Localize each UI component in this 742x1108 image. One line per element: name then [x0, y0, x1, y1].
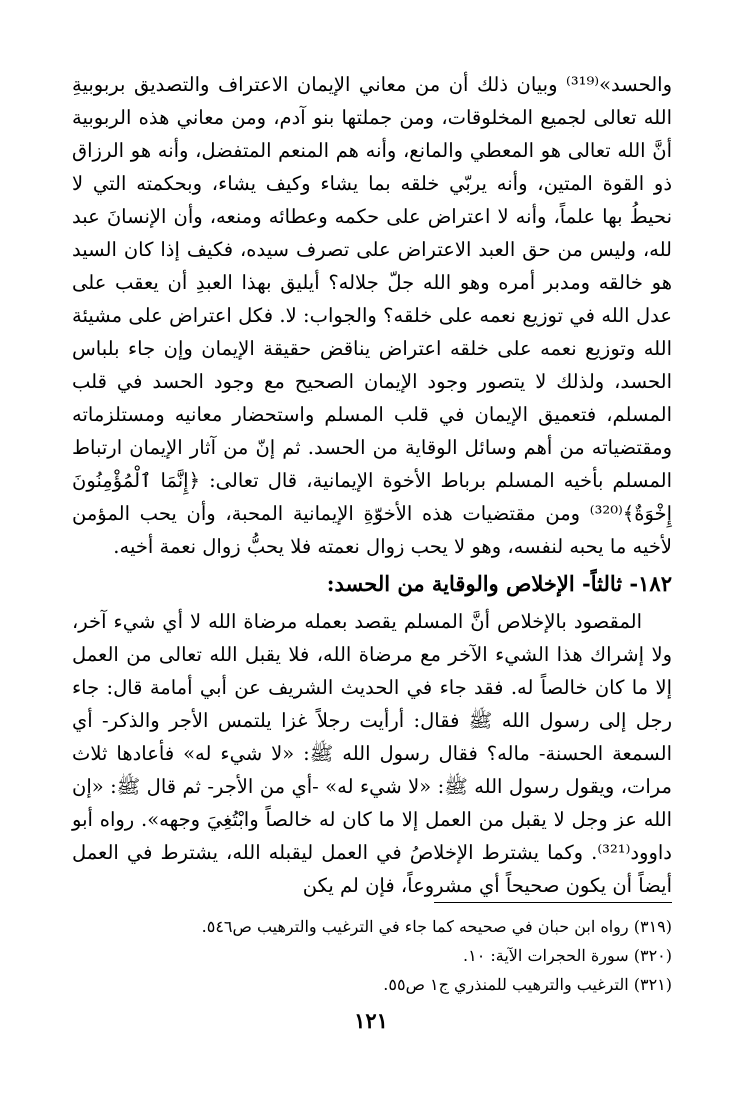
footnote-321: (٣٢١) الترغيب والترهيب للمنذري ج١ ص٥٥.: [383, 975, 672, 994]
page-number: ١٢١: [354, 1008, 388, 1033]
footnotes: [72, 912, 672, 999]
section-paragraph: المقصود بالإخلاص أنَّ المسلم يقصد بعمله مرضاة الله لا أي شيء آخر، ولا إشراك هذا الشيء الآخر مع مرضاة الله، فلا يقبل الله تعالى من العمل إلا ما كان خالصاً له. فقد جاء في الحديث الشريف عن أبي أمامة قال: جاء رجل إلى رسول الله ﷺ فقال: أرأيت رجلاً غزا يلتمس الأجر والذكر- أي السمعة الحسنة- ماله؟ فقال رسول الله ﷺ: «لا شيء له» فأعادها ثلاث مرات، ويقول رسول الله ﷺ: «لا شيء له» -أي من الأجر- ثم قال ﷺ: «إن الله عز وجل لا يقبل من العمل إلا ما كان له خالصاً وابْتُغِيَ وجهه». رواه أبو داوود⁽³²¹⁾. وكما يشترط الإخلاصُ في العمل ليقبله الله، يشترط في العمل أيضاً أن يكون صحيحاً أي مشروعاً، فإن لم يكن: [72, 610, 672, 897]
body-paragraph: والحسد»⁽³¹⁹⁾ وبيان ذلك أن من معاني الإيمان الاعتراف والتصديق بربوبيةِ الله تعالى لجميع المخلوقات، ومن جملتها بنو آدم، ومن معاني هذه الربوبية أنَّ الله تعالى هو المعطي والمانع، وأنه هم المنعم المتفضل، وأنه هو الرزاق ذو القوة المتين، وأنه يربّي خلقه بما يشاء وكيف يشاء، وبحكمته التي لا نحيطُ بها علماً، وأنه لا اعتراض على حكمه وعطائه ومنعه، وأن الإنسانَ عبد لله، وليس من حق العبد الاعتراض على تصرف سيده، فكيف إذا كان السيد هو خالقه ومدبر أمره وهو الله جلّ جلاله؟ أيليق بهذا العبدِ أن يعقب على عدل الله في توزيع نعمه على خلقه؟ والجواب: لا. فكل اعتراض على مشيئة الله وتوزيع نعمه على خلقه اعتراض يناقض حقيقة الإيمان وإن جاء بلباس الحسد، ولذلك لا يتصور وجود الإيمان الصحيح مع وجود الحسد في قلب المسلم، فتعميق الإيمان في قلب المسلم واستحضار معانيه ومستلزماته ومقتضياته من أهم وسائل الوقاية من الحسد. ثم إنّ من آثار الإيمان ارتباط المسلم بأخيه المسلم برباط الأخوة الإيمانية، قال تعالى: ﴿إِنَّمَا ٱلْمُؤْمِنُونَ إِخْوَةٌ﴾⁽³²⁰⁾ ومن مقتضيات هذه الأخوّةِ الإيمانية المحبة، وأن يحب المؤمن لأخيه ما يحبه لنفسه، وهو لا يحب زوال نعمته فلا يحبُّ زوال نعمة أخيه.: [72, 73, 672, 558]
footnote-319: (٣١٩) رواه ابن حبان في صحيحه كما جاء في الترغيب والترهيب ص٥٤٦.: [201, 917, 672, 936]
footnote-divider: [434, 902, 672, 903]
footnote-320: (٣٢٠) سورة الحجرات الآية: ١٠.: [463, 946, 672, 965]
section-heading: ١٨٢- ثالثاً- الإخلاص والوقاية من الحسد:: [326, 571, 672, 596]
main-text: [72, 68, 672, 902]
